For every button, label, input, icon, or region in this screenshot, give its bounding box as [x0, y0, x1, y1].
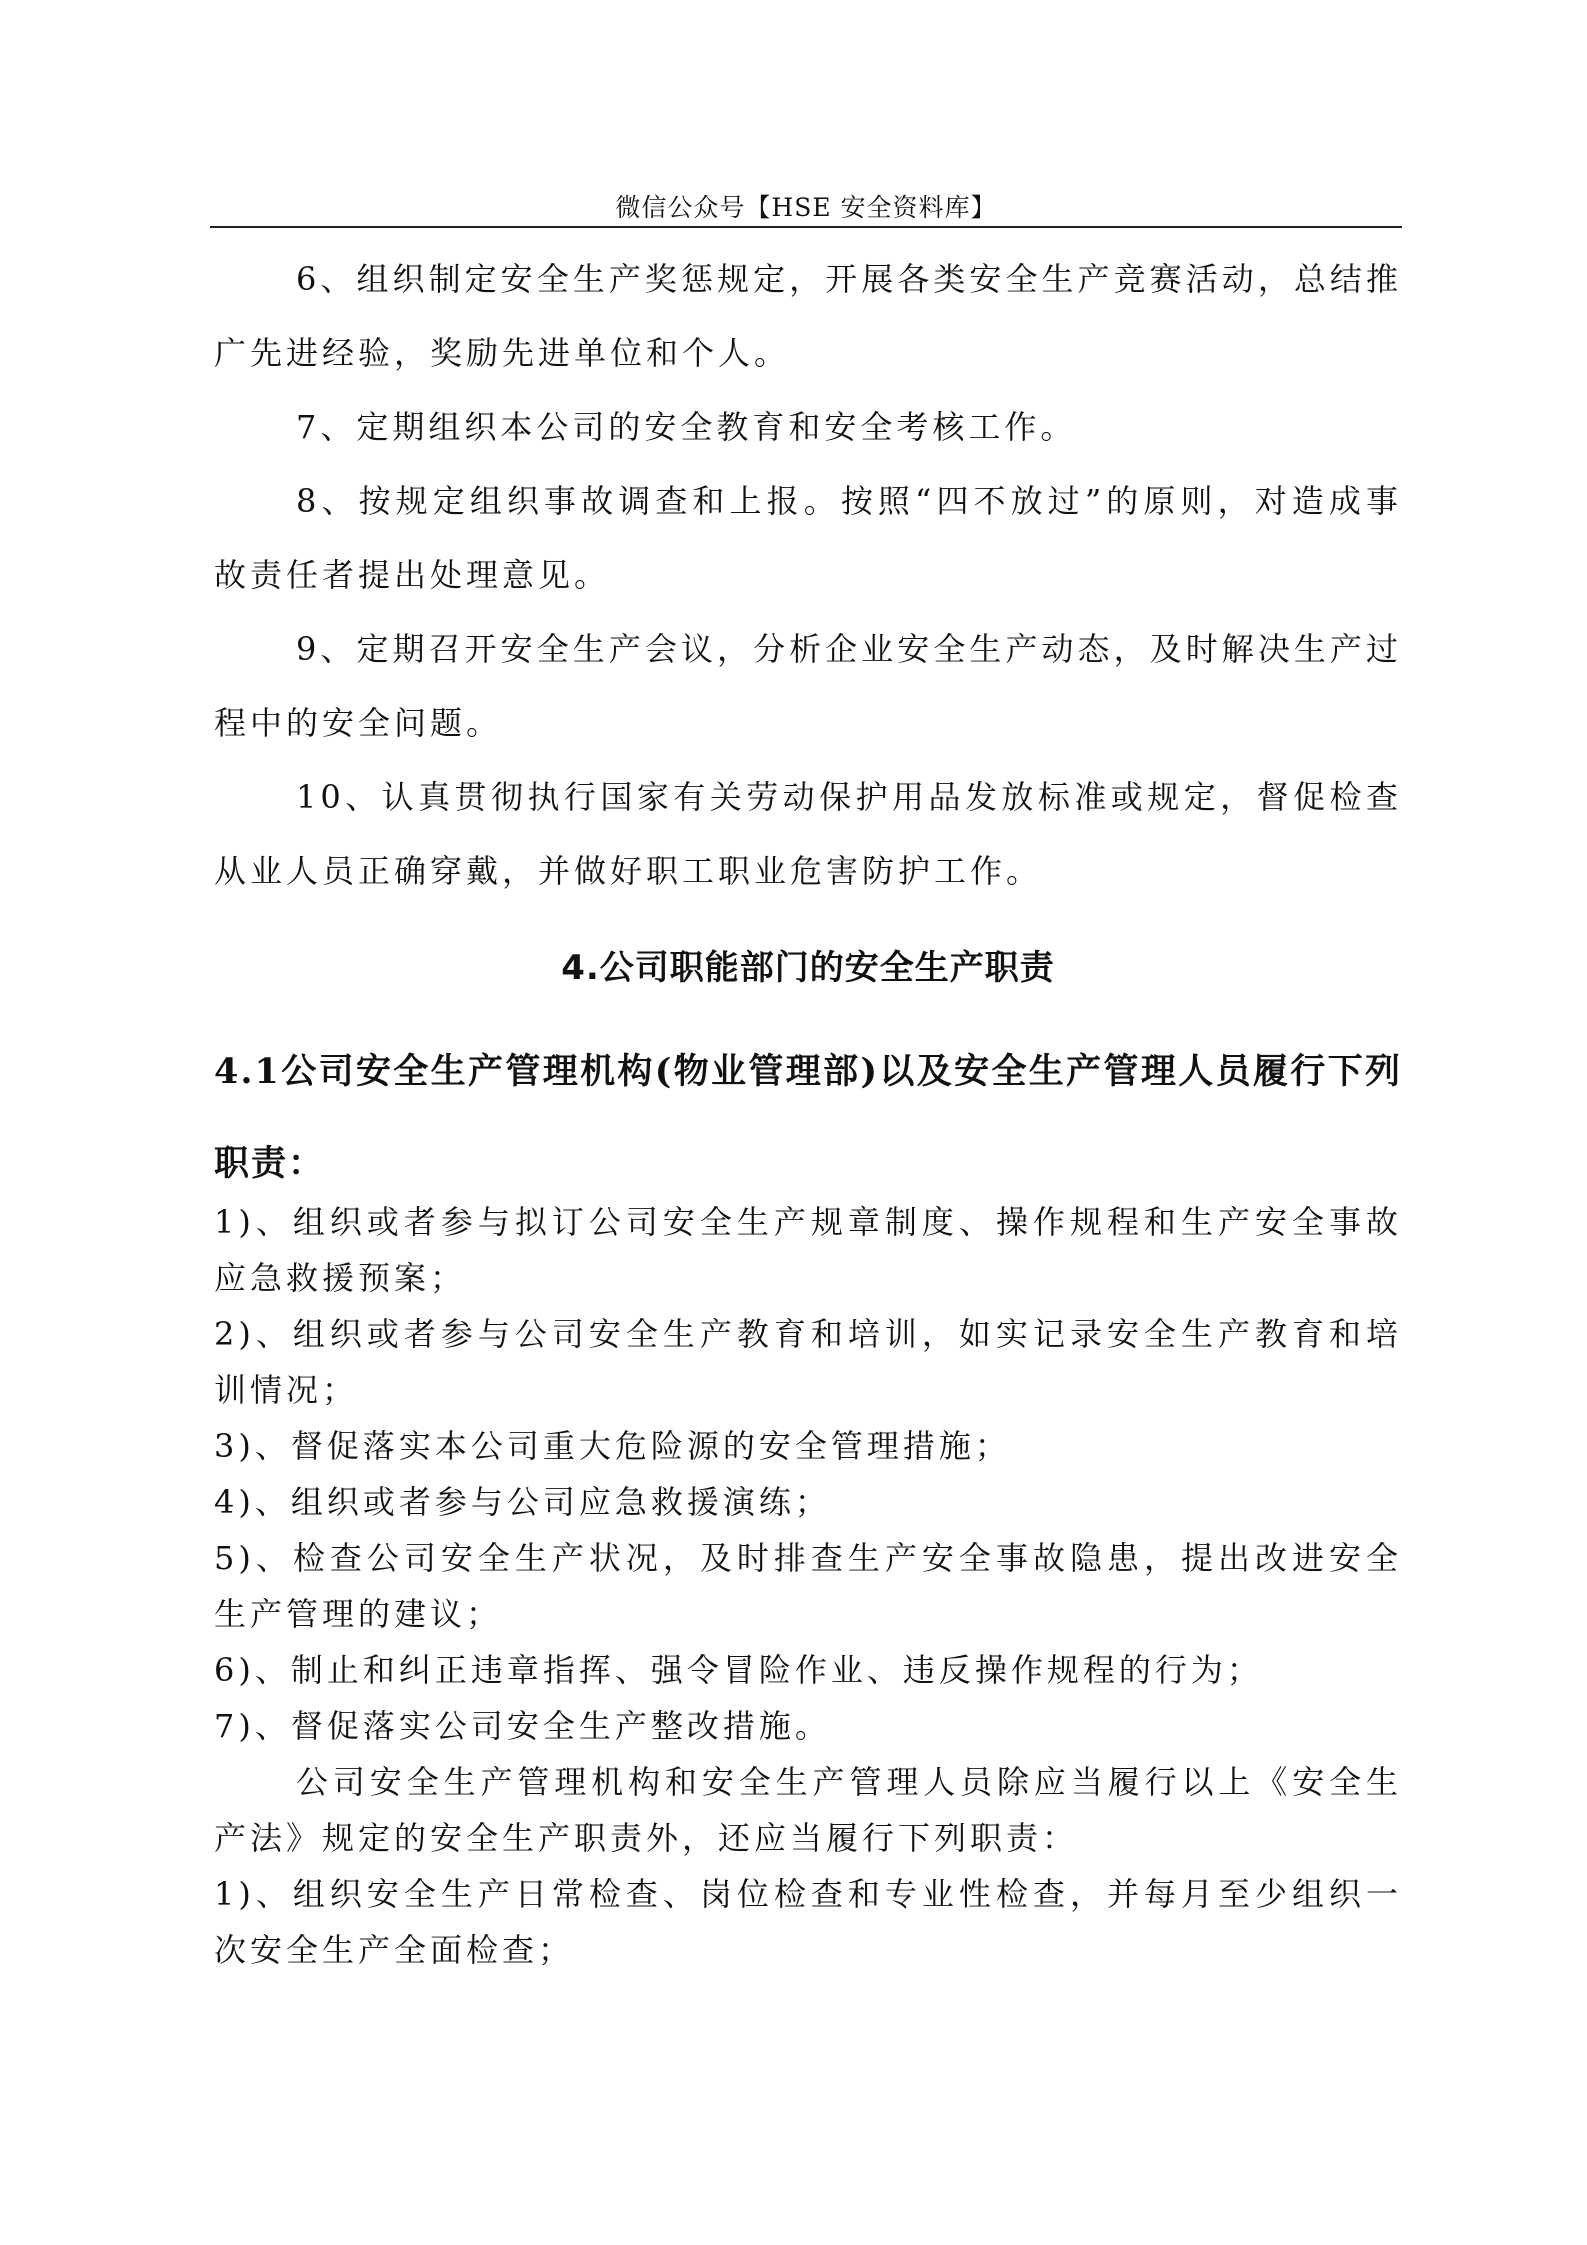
paragraph-10: 10、认真贯彻执行国家有关劳动保护用品发放标准或规定，督促检查从业人员正确穿戴，并做好职工职业危害防护工作。: [214, 778, 1402, 890]
paragraph-9: 9、定期召开安全生产会议，分析企业安全生产动态，及时解决生产过程中的安全问题。: [214, 630, 1402, 742]
list-item: 5)、检查公司安全生产状况，及时排查生产安全事故隐患，提出改进安全生产管理的建议；: [214, 1539, 1402, 1633]
section-title: 4.公司职能部门的安全生产职责: [561, 948, 1055, 988]
paragraph-6: 6、组织制定安全生产奖惩规定，开展各类安全生产竞赛活动，总结推广先进经验，奖励先进单位和个人。: [214, 260, 1402, 372]
subsection-title: 4.1公司安全生产管理机构(物业管理部)以及安全生产管理人员履行下列职责：: [214, 1051, 1402, 1184]
paragraph-7: 7、定期组织本公司的安全教育和安全考核工作。: [296, 408, 1077, 446]
paragraph-8: 8、按规定组织事故调查和上报。按照“四不放过”的原则，对造成事故责任者提出处理意见。: [214, 482, 1402, 594]
duties-paragraphs: [214, 242, 1402, 908]
additional-duties-note: 公司安全生产管理机构和安全生产管理人员除应当履行以上《安全生产法》规定的安全生产职责外，还应当履行下列职责：: [214, 1763, 1402, 1857]
page-header: 微信公众号【HSE 安全资料库】: [615, 193, 997, 222]
header-divider: [210, 226, 1402, 228]
list-item: 1)、组织或者参与拟订公司安全生产规章制度、操作规程和生产安全事故应急救援预案；: [214, 1203, 1402, 1297]
list-item: 4)、组织或者参与公司应急救援演练；: [214, 1483, 831, 1521]
list-item: 2)、组织或者参与公司安全生产教育和培训，如实记录安全生产教育和培训情况；: [214, 1315, 1402, 1409]
list-item: 7)、督促落实公司安全生产整改措施。: [214, 1707, 831, 1745]
list-item: 6)、制止和纠正违章指挥、强令冒险作业、违反操作规程的行为；: [214, 1651, 1263, 1689]
responsibility-list: [214, 1194, 1402, 1978]
list-item: 3)、督促落实本公司重大危险源的安全管理措施；: [214, 1427, 1011, 1465]
list-item: 1)、组织安全生产日常检查、岗位检查和专业性检查，并每月至少组织一次安全生产全面检查；: [214, 1875, 1402, 1969]
